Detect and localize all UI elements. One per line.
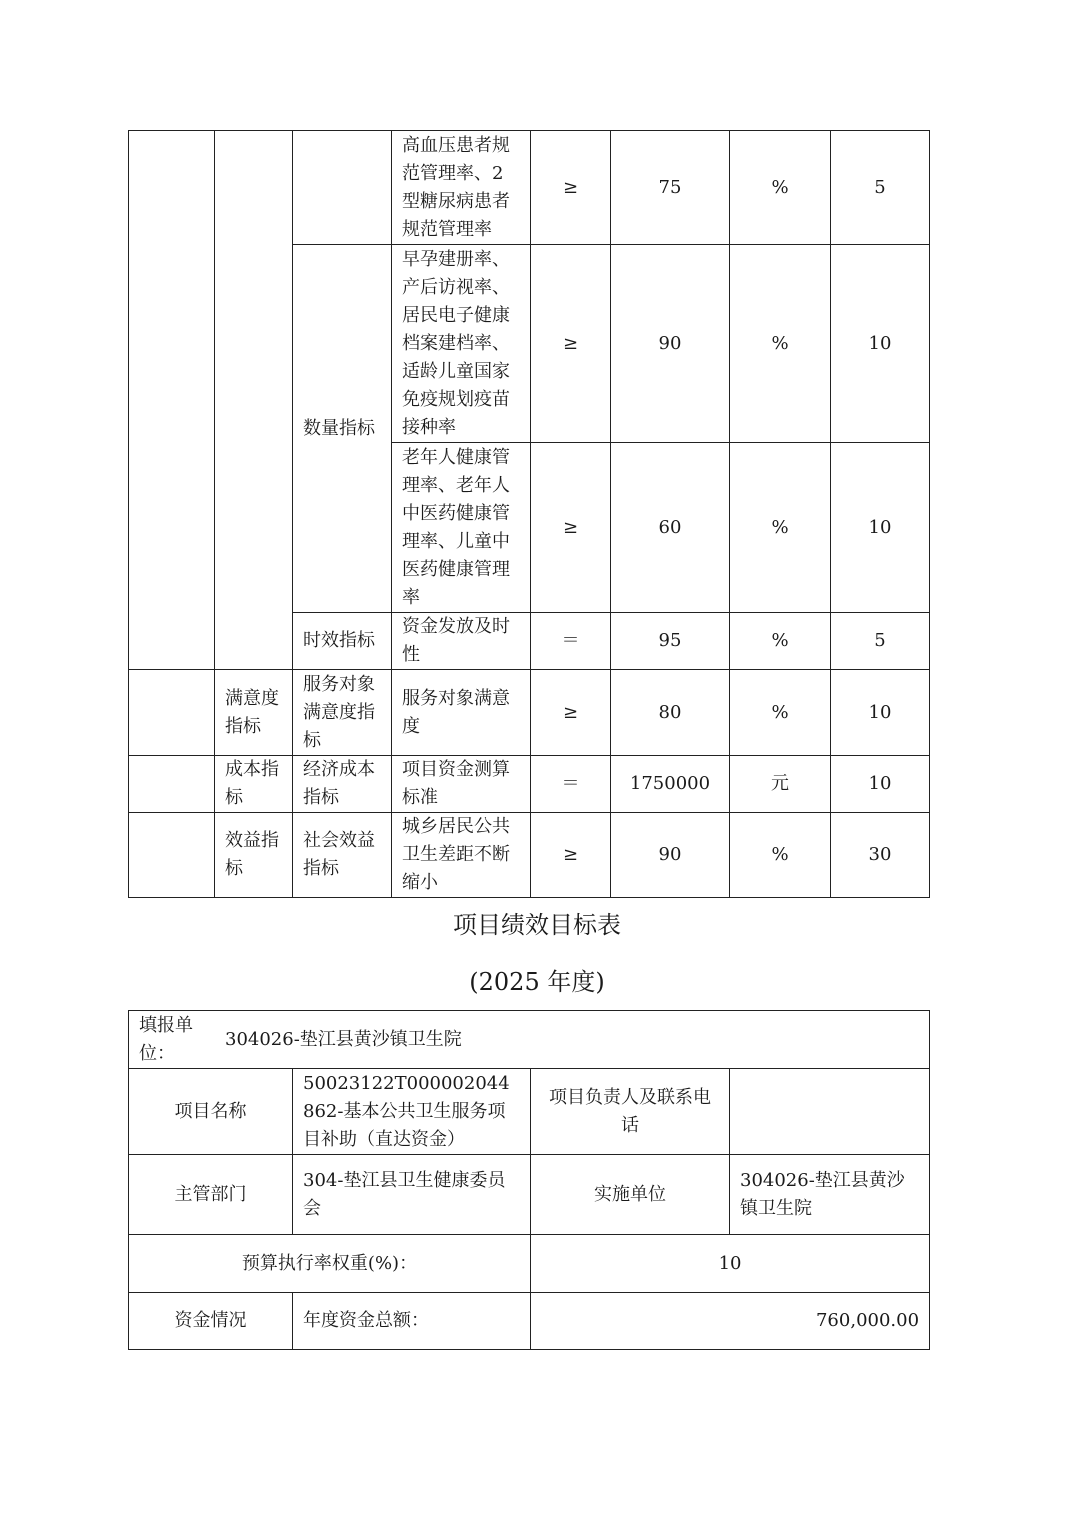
indicator-weight: 10 [831, 670, 930, 756]
indicator-operator: ≥ [531, 443, 611, 613]
indicator-operator: ≥ [531, 245, 611, 443]
indicator-name: 服务对象满意度 [392, 670, 531, 756]
indicator-weight: 5 [831, 131, 930, 245]
level2-cell-empty [293, 131, 392, 245]
indicator-value: 90 [611, 245, 730, 443]
indicator-unit: % [730, 443, 831, 613]
indicator-value: 1750000 [611, 756, 730, 813]
level2-quantity: 数量指标 [293, 245, 392, 613]
indicator-operator: ≥ [531, 813, 611, 898]
indicator-value: 95 [611, 613, 730, 670]
impl-label: 实施单位 [531, 1155, 730, 1235]
level1-cost: 成本指标 [215, 756, 293, 813]
indicator-unit: % [730, 813, 831, 898]
indicator-value: 90 [611, 813, 730, 898]
reporting-unit-label: 填报单位： [139, 1014, 193, 1064]
form-title: 项目绩效目标表 [453, 911, 621, 939]
dept-label: 主管部门 [129, 1155, 293, 1235]
indicator-name: 老年人健康管理率、老年人中医药健康管理率、儿童中医药健康管理率 [392, 443, 531, 613]
indicator-operator: ≥ [531, 670, 611, 756]
performance-indicators-table [128, 130, 930, 898]
budget-rate-label: 预算执行率权重(%)： [129, 1235, 531, 1293]
indicator-name: 城乡居民公共卫生差距不断缩小 [392, 813, 531, 898]
indicator-operator: ＝ [531, 756, 611, 813]
reporting-unit-value: 304026-垫江县黄沙镇卫生院 [225, 1028, 462, 1050]
indicator-unit: 元 [730, 756, 831, 813]
level1-cell-empty [129, 670, 215, 756]
level2-economic-cost: 经济成本指标 [293, 756, 392, 813]
form-year: (2025 年度) [469, 968, 605, 996]
level2-social-benefit: 社会效益指标 [293, 813, 392, 898]
level1-cell-empty [129, 813, 215, 898]
indicator-weight: 30 [831, 813, 930, 898]
budget-rate-value: 10 [531, 1235, 930, 1293]
reporting-unit-row [129, 1011, 930, 1069]
indicator-unit: % [730, 245, 831, 443]
level1-cell-empty [129, 756, 215, 813]
contact-label: 项目负责人及联系电话 [531, 1069, 730, 1155]
indicator-operator: ≥ [531, 131, 611, 245]
indicator-unit: % [730, 131, 831, 245]
dept-value: 304-垫江县卫生健康委员会 [293, 1155, 531, 1235]
indicator-name: 高血压患者规范管理率、2型糖尿病患者规范管理率 [392, 131, 531, 245]
indicator-operator: ＝ [531, 613, 611, 670]
indicator-weight: 10 [831, 245, 930, 443]
contact-value [730, 1069, 930, 1155]
level2-satisfaction-obj: 服务对象满意度指标 [293, 670, 392, 756]
level2-timeliness: 时效指标 [293, 613, 392, 670]
indicator-weight: 10 [831, 756, 930, 813]
impl-value: 304026-垫江县黄沙镇卫生院 [730, 1155, 930, 1235]
annual-total-label: 年度资金总额： [293, 1293, 531, 1350]
project-info-table [128, 1010, 930, 1350]
indicator-weight: 5 [831, 613, 930, 670]
level1-benefit: 效益指标 [215, 813, 293, 898]
indicator-unit: % [730, 670, 831, 756]
funds-label: 资金情况 [129, 1293, 293, 1350]
annual-total-value: 760,000.00 [531, 1293, 930, 1350]
indicator-weight: 10 [831, 443, 930, 613]
indicator-unit: % [730, 613, 831, 670]
level1-cell-empty [129, 131, 215, 670]
level1-satisfaction: 满意度指标 [215, 670, 293, 756]
indicator-name: 早孕建册率、产后访视率、居民电子健康档案建档率、适龄儿童国家免疫规划疫苗接种率 [392, 245, 531, 443]
project-name-label: 项目名称 [129, 1069, 293, 1155]
indicator-value: 60 [611, 443, 730, 613]
level1-cell-empty [215, 131, 293, 670]
indicator-value: 80 [611, 670, 730, 756]
indicator-name: 项目资金测算标准 [392, 756, 531, 813]
indicator-name: 资金发放及时性 [392, 613, 531, 670]
project-name-value: 50023122T000002044862-基本公共卫生服务项目补助（直达资金） [293, 1069, 531, 1155]
indicator-value: 75 [611, 131, 730, 245]
